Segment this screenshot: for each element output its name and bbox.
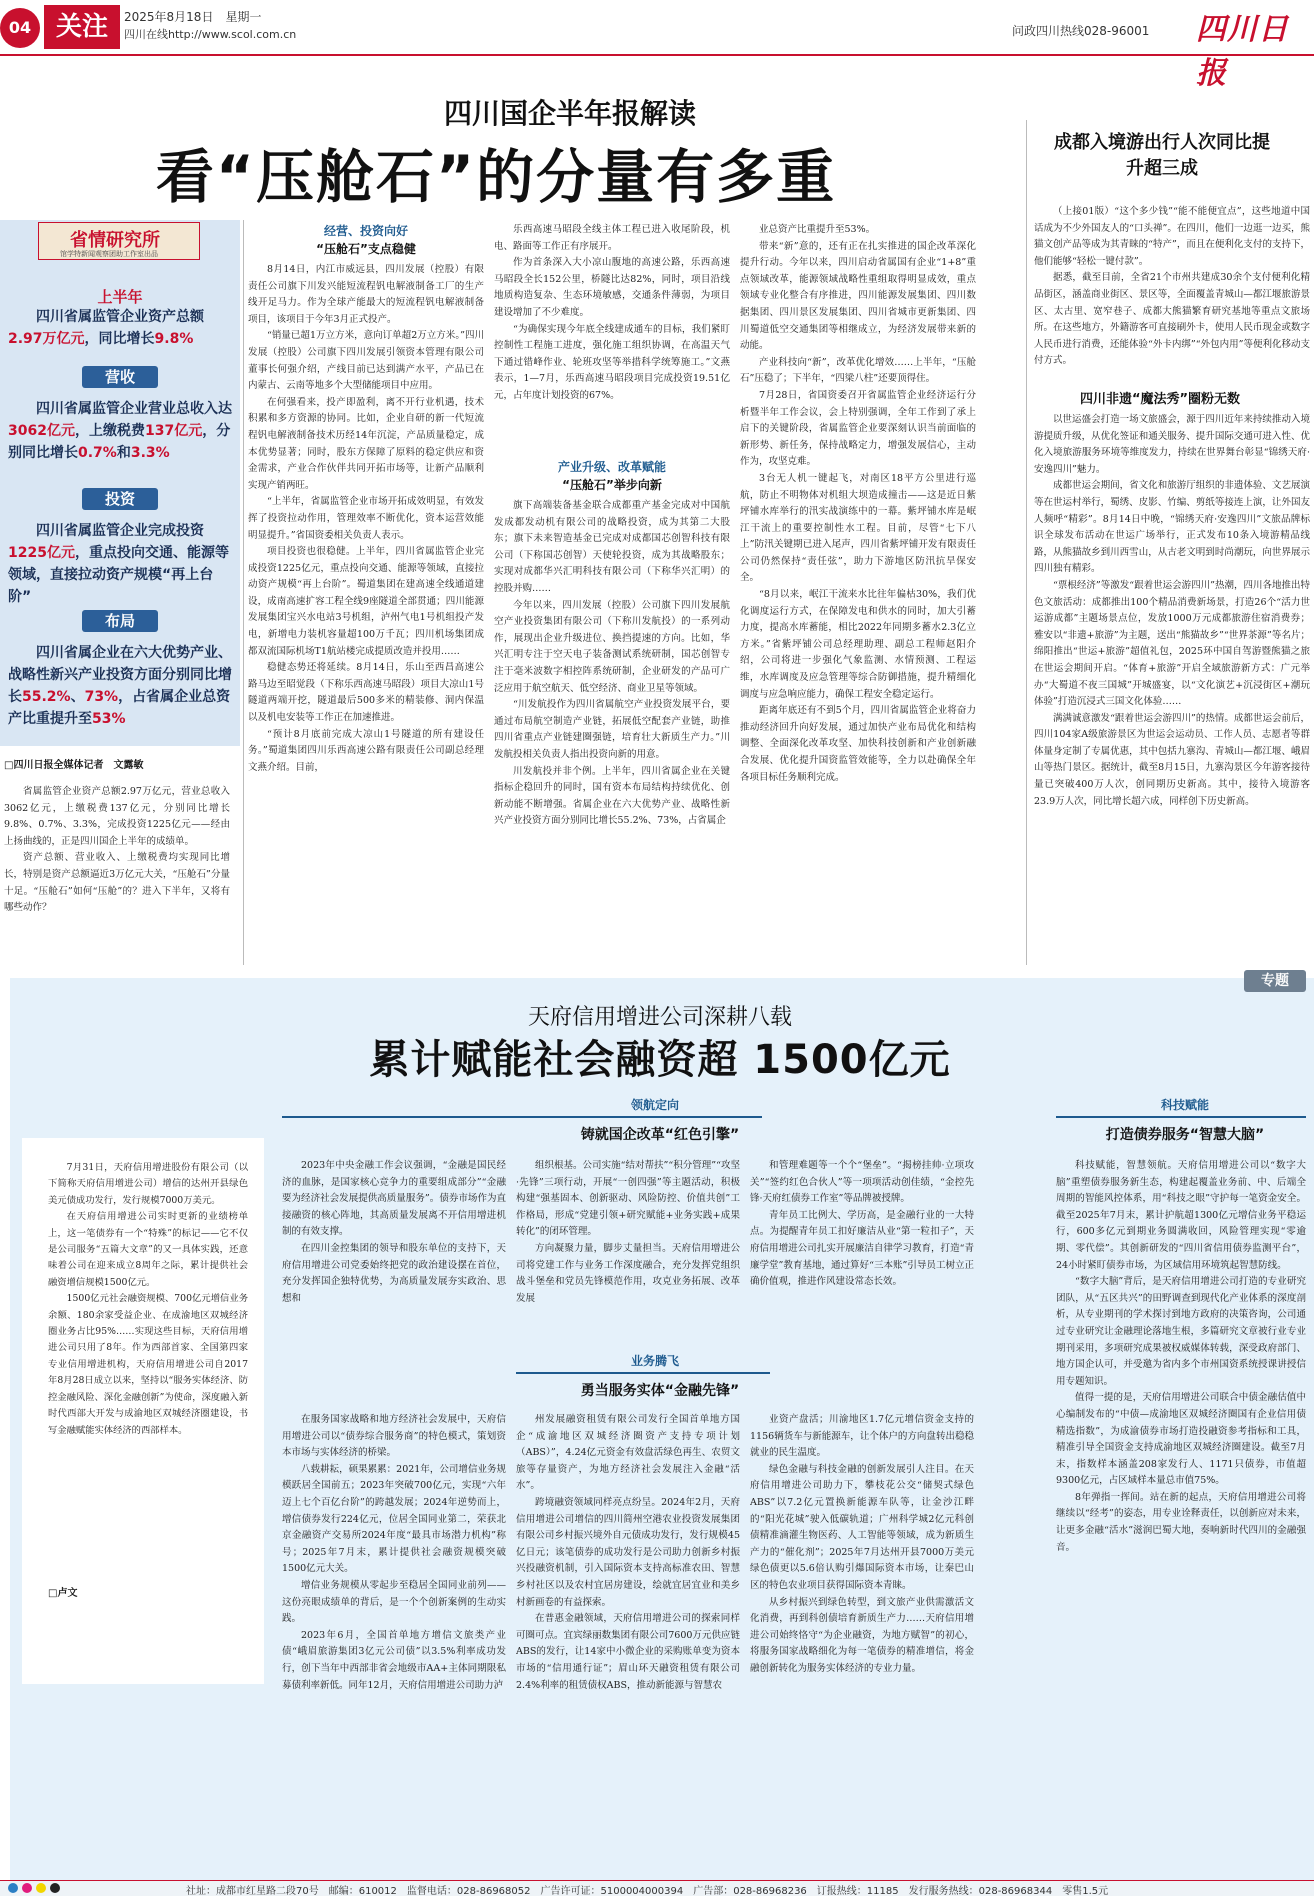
section-lead-title: 铸就国企改革“红色引擎” — [580, 1127, 740, 1143]
color-mark — [50, 1883, 60, 1893]
special-col-b2: 州发展融资租赁有限公司发行全国首单地方国企“成渝地区双城经济圈资产支持专项计划（ABS）”，4.24亿元资金有效盘活绿色再生、农贸文旅等存量资产，为地方经济社会发展注入金融“活水”。 跨境融资领域同样亮点纷呈。2024年2月，天府信用增进公司增信的四川简州空港农业投资发展集团有限公司乡村振兴境外自元债成功发行，发行规模45亿日元；该笔债券的成功发行是公司助力创新乡村振兴投融资机制，引入国际资本支持高标准农田、智慧乡村社区以及农村宜居房建设，绘就宜居宜业和美乡村新画卷的有益探索。 在普惠金融领域，天府信用增进公司的探索同样可圈可点。宜宾绿丽数集团有限公司7600万元供应链ABS的发行，让14家中小微企业的采购账单变为资本市场的“信用通行证”；眉山环天融资租赁有限公司2.4%利率的租赁债权ABS，推动新能源与智慧农 — [516, 1414, 740, 1691]
subhead-business: 经营、投资向好 — [323, 224, 408, 238]
special-col-a1: 2023年中央金融工作会议强调，“金融是国民经济的血脉，是国家核心竞争力的重要组成部分”“金融要为经济社会发展提供高质量服务”。债券市场作为直接融资的核心阵地，其高质量发展离不开信用增进机制的有效支撑。 在四川金控集团的领导和股东单位的支持下，天府信用增进公司党委始终把党的政治建设摆在首位，充分发挥国企独特优势，为高质量发展夯实政治、思想和 — [282, 1160, 506, 1304]
color-mark — [8, 1883, 18, 1893]
section-rule — [1056, 1116, 1306, 1118]
sidebar-year-label: 上半年 — [97, 288, 143, 306]
side-article-body-1: （上接01版）“这个多少钱”“能不能便宜点”，这些地道中国话成为不少外国友人的“口头禅”。在四川，他们一边逛一边买，熊猫文创产品等成为其青睐的“特产”，而且在便利化支付的支持下，他们能够“轻松一键付款”。 据悉，截至目前，全省21个市州共建成30余个支付便利化精品街区，涵盖商业街区、景区等，全面覆盖青城山—都江堰旅游景区、太古里、宽窄巷子、成都大熊猫繁育研究基地等重点文旅场所。在这些地方，外籍游客可直接刷外卡，使用人民币现金或数字人民币进行消费，还能体验“外卡内绑”“外包内用”等便利化移动支付方式。 — [1034, 206, 1310, 367]
side-article-body-2: 以世运盛会打造一场文旅盛会，源于四川近年来持续推动入境游提质升级，从优化签证和通关服务、提升国际交通可进入性、优化入境旅游服务环境等维度发力，持续在世界舞台彰显“锦绣天府·安逸四川”魅力。 成都世运会期间，省文化和旅游厅组织的非遗体验、文艺展演等在世运村举行，蜀绣、皮影、竹编、剪纸等接连上演，让外国友人频呼“精彩”。8月14日中晚，“锦绣天府·安逸四川”文旅品牌标识全球发布活动在世运广场举行，正式发布10条入境游精品线路，从熊猫故乡到川西雪山，从古老文明到时尚潮玩，向世界展示四川独有精彩。 “票根经济”等激发“跟着世运会游四川”热潮，四川各地推出特色文旅活动：成都推出100个精品消费新场景，打造26个“活力世运游成都”主题场景点位，发放1000万元成都旅游住宿消费券；雅安以“非遗+旅游”为主题，送出“熊猫故乡”“世界茶源”等名片；绵阳推出“世运+旅游”超值礼包，2025环中国自驾游暨熊猫之旅在世运会期间开启。“体育+旅游”开启全域旅游新方式：广元举办“大蜀道不夜三国城”开城盛宴，以“文化演艺+沉浸街区+潮玩体验”打造沉浸式三国文化体验…… 满满诚意激发“跟着世运会游四川”的热情。成都世运会前后，四川104家A级旅游景区为世运会运动员、工作人员、志愿者等群体量身定制了专属优惠，其中包括九寨沟、青城山—都江堰、峨眉山等热门景区。据统计，截至8月15日，九寨沟景区今年游客接待量已突破400万人次，创同期历史新高。其中，接待入境游客23.9万人次，同比增长超六成，同样创下历史新高。 — [1034, 414, 1310, 807]
section-lead-label: 领航定向 — [630, 1098, 679, 1112]
column-rule — [243, 220, 244, 965]
subhead-upgrade-main: “压舱石”举步向新 — [562, 478, 662, 492]
color-mark — [36, 1883, 46, 1893]
header-divider — [0, 54, 1314, 56]
section-rule — [516, 1372, 770, 1374]
sidebar-banner-subtitle: 馆学特新闻观察团助工作室出品 — [60, 250, 158, 258]
section-business-label: 业务腾飞 — [630, 1354, 679, 1368]
sidebar-stat-investment: 四川省属监管企业完成投资1225亿元，重点投向交通、能源等领域，直接拉动资产规模“再上台阶” — [8, 523, 229, 605]
special-topic-tag: 专题 — [1244, 970, 1306, 992]
byline: □四川日报全媒体记者 文露敏 — [4, 760, 144, 771]
special-intro: 7月31日，天府信用增进股份有限公司（以下简称天府信用增进公司）增信的达州开县绿色美元债成功发行，发行规模7000万美元。 在天府信用增进公司实时更新的业绩榜单上，这一笔债券有一个“特殊”的标记——它不仅是公司服务“五篇大文章”的又一具体实践，还意味着公司在迎来成立8周年之际，累计提供社会融资增信规模1500亿元。 1500亿元社会融资规模、700亿元增信业务余额、180余家受益企业、在成渝地区双城经济圈业务占比95%……实现这些目标，天府信用增进公司只用了8年。作为西部首家、全国第四家专业信用增进机构，天府信用增进公司自2017年8月28日成立以来，坚持以“服务实体经济、防控金融风险、深化金融创新”为使命，深度融入新时代西部大开发与成渝地区双城经济圈建设，书写金融赋能实体经济的西部样本。 — [48, 1162, 248, 1436]
issue-date: 2025年8月18日 星期一 — [124, 10, 262, 24]
section-rule — [282, 1116, 762, 1118]
special-kicker: 天府信用增进公司深耕八载 — [527, 1005, 792, 1030]
subhead-business-main: “压舱石”支点稳健 — [316, 242, 416, 256]
sidebar-stat-layout: 四川省属企业在六大优势产业、战略性新兴产业投资方面分别同比增长55.2%、73%，占省属企业总资产比重提升至53% — [8, 645, 232, 727]
sidebar-heading-investment: 投资 — [82, 488, 158, 510]
sidebar-heading-revenue: 营收 — [82, 366, 158, 388]
newspaper-logo: 四川日报 — [1196, 12, 1289, 91]
subhead-upgrade: 产业升级、改革赋能 — [557, 460, 666, 474]
sidebar-stat-assets: 四川省属监管企业资产总额2.97万亿元，同比增长9.8% — [8, 309, 204, 347]
article-column-3: 业总资产比重提升至53%。 带来“新”意的，还有正在扎实推进的国企改革深化提升行动。今年以来，四川启动省属国有企业“1+8”重点领域改革，能源领域战略性重组取得明显成效，重点领域专业化整合有序推进，四川能源发展集团、四川数据集团、四川景区发展集团、四川省城市更新集团、四川蜀道低空交通集团等相继成立，为经济发展带来新的动能。 产业科技向“新”，改革优化增效……上半年，“压舱石”压稳了；下半年，“四梁八柱”还要顶得住。 7月28日，省国资委召开省属监管企业经济运行分析暨半年工作会议，会上特别强调，全年工作到了承上启下的关键阶段，省属监管企业要深刻认识当前面临的新形势、新任务，保持战略定力，增强发展信心，主动作为，攻坚克难。 3台无人机一键起飞，对南区18平方公里进行巡航，防止不明物体对机组大坝造成撞击——这是近日紫坪铺水库举行的汛实战演练中的一幕。紫坪铺水库是岷江干流上的重要控制性水工程。目前，尽管“七下八上”防汛关键期已进入尾声，四川省紫坪铺开发有限责任公司仍然保持“责任弦”，助力下游地区防汛抗旱保安全。 “8月以来，岷江干流来水比往年偏枯30%，我们优化调度运行方式，在保障发电和供水的同时，加大引蓄力度，提高水库蓄能，相比2022年同期多蓄水2.3亿立方米。”省紫坪铺公司总经理助理、副总工程师赵阳介绍，公司将进一步强化气象监测、水情预测、工程运维，水库调度及应急管理等综合防御措施，提升精细化调度与应急响应能力，确保工程安全稳定运行。 距离年底还有不到5个月，四川省属监管企业将奋力推动经济回升向好发展，通过加快产业布局优化和结构调整、全面深化改革攻坚、加快科技创新和产业创新融合发展、优化提升国资监管效能等，全力以赴确保全年各项目标任务顺利完成。 — [740, 224, 976, 783]
lead-paragraph: 省属监管企业资产总额2.97万亿元，营业总收入3062亿元，上缴税费137亿元，分别同比增长9.8%、0.7%、3.3%，完成投资1225亿元——经由上扬曲线的，正是四川国企上半年的成绩单。 资产总额、营业收入、上缴税费均实现同比增长，特别是资产总额逼近3万亿元大关，“压舱石”分量十足。“压舱石”如何“压舱”的？进入下半年，又将有哪些动作？ — [4, 786, 230, 914]
column-rule — [1026, 120, 1027, 965]
color-mark — [22, 1883, 32, 1893]
special-col-b1: 在服务国家战略和地方经济社会发展中，天府信用增进公司以“债券综合服务商”的特色模式，策划资本市场与实体经济的桥梁。 八载耕耘，硕果累累：2021年，公司增信业务规模跃居全国前五；2023年突破700亿元，实现“六年迈上七个百亿台阶”的跨越发展；2024年逆势而上，增信债券发行224亿元，位居全国同业第二，荣获北京金融资产交易所2024年度“最具市场潜力机构”称号；2025年7月末，累计提供社会融资规模突破1500亿元大关。 增信业务规模从零起步至稳居全国同业前列——这份亮眼成绩单的背后，是一个个创新案例的生动实践。 2023年6月，全国首单地方增信文旅类产业债“峨眉旅游集团3亿元公司债”以3.5%利率成功发行，创下当年中西部非省会地级市AA+主体同期限私募债利率新低。同年12月，天府信用增进公司助力泸 — [282, 1414, 506, 1691]
article-column-2b: 旗下高端装备基金联合成都重产基金完成对中国航发成都发动机有限公司的战略投资，成为其第二大股东；旗下未来智造基金已完成对成都国芯创智科技有限公司（下称国芯创智）天使轮投资，成为其战略股东；实现对成都华兴汇明科技有限公司（下称华兴汇明）的控股并购…… 今年以来，四川发展（控股）公司旗下四川发展航空产业投资集团有限公司（下称川发航投）的一系列动作，展现出企业升级进位、换挡提速的方向。比如，华兴汇明专注于空天电子装备测试系统研制，国芯创智专注于毫米波数字相控阵系统研制，企业研发的产品可广泛应用于航空航天、低空经济、商业卫星等领域。 “川发航投作为四川省属航空产业投资发展平台，要通过布局航空制造产业链，拓展低空配套产业链，助推四川省重点产业链建圈强链，培育壮大新质生产力。”川发航投相关负责人指出投资向新的用意。 川发航投并非个例。上半年，四川省属企业在关键指标企稳回升的同时，国有资本布局结构持续优化、创新动能不断增强。省属企业在六大优势产业、战略性新兴产业投资方面分别同比增长55.2%、73%，占省属企 — [494, 500, 730, 827]
section-tech-label: 科技赋能 — [1160, 1098, 1209, 1112]
section-business-title: 勇当服务实体“金融先锋” — [580, 1383, 740, 1399]
sidebar-banner-title: 省情研究所 — [70, 230, 160, 251]
special-col-b3: 业资产盘活；川渝地区1.7亿元增信资金支持的1156辆货车与新能源车，让个体户的方向盘转出稳稳就业的民生温度。 绿色金融与科技金融的创新发展引人注目。在天府信用增进公司助力下，攀枝花公交“储契式绿色ABS”以7.2亿元置换新能源车队等，让金沙江畔的“阳光花城”驶入低碳轨道；广州科学城2亿元科创债精准滴灌生物医药、人工智能等领域，成为新质生产力的“催化剂”；2025年7月达州开县7000万美元绿色债更以5.6倍认购引爆国际资本市场，让秦巴山区的特色农业项目获得国际资本青睐。 从乡村振兴到绿色转型，到文旅产业供需激活文化消费，再到科创债培育新质生产力……天府信用增进公司始终恪守“为企业融资，为地方赋智”的初心，将服务国家战略细化为每一笔债券的精准增信，将金融创新转化为服务实体经济的专业力量。 — [750, 1414, 974, 1674]
page-number: 04 — [0, 8, 40, 48]
special-byline: □卢文 — [48, 1588, 78, 1599]
article-column-1: 8月14日，内江市威远县，四川发展（控股）有限责任公司旗下川发兴能短流程钒电解液制备工厂的生产线开足马力。作为全球产能最大的短流程钒电解液制备项目，该项目于今年3月正式投产。 “销量已超1万立方米，意向订单超2万立方米。”四川发展（控股）公司旗下四川发展引领资本管理有限公司董事长何强介绍，产线目前已达到满产水平，产品已在内蒙古、云南等地多个大型储能项目中应用。 在何强看来，投产即盈利，离不开行业机遇，技术积累和多方资源的协同。比如，企业自研的新一代短流程钒电解液制备技术历经14年沉淀，产品质量稳定，成本优势显著；同时，股东方保障了原料的稳定供应和资金需求，产业合作伙伴共同开拓市场等，让新产品顺利实现产销两旺。 “上半年，省属监管企业市场开拓成效明显，有效发挥了投资拉动作用，管理效率不断优化，资本运营效能明显提升。”省国资委相关负责人表示。 项目投资也很稳健。上半年，四川省属监管企业完成投资1225亿元，重点投向交通、能源等领域，直接拉动资产规模“再上台阶”。蜀道集团在建高速全线通道建设，成南高速扩容工程全线9座隧道全部贯通；四川能源发展集团宝兴水电站3号机组，泸州气电1号机组投产发电，新增电力装机容量超100万千瓦；四川机场集团成都双流国际机场T1航站楼完成提质改造并投用…… 稳健态势还将延续。8月14日，乐山至西昌高速公路马边至昭觉段（下称乐西高速马昭段）项目大凉山1号隧道两端开挖，隧道最后500多米的精装修、洞内保温以及机电安装等工作正在加速推进。 “预计8月底前完成大凉山1号隧道的所有建设任务。”蜀道集团四川乐西高速公路有限责任公司副总经理文燕介绍。目前， — [248, 264, 484, 773]
special-col-a3: 和管理难题等一个个“堡垒”。“揭榜挂帅·立项攻关”“签约红色合伙人”等一项项活动创佳绩，“金控先锋·天府红债券工作室”等品牌被授牌。 青年员工比例大、学历高，是金融行业的一大特点。为提醒青年员工扣好廉洁从业“第一粒扣子”，天府信用增进公司扎实开展廉洁自律学习教育，打造“青廉学堂”教育基地，通过算好“三本账”引导员工树立正确价值观，推进作风建设常态长效。 — [750, 1160, 974, 1288]
sidebar-stat-revenue: 四川省属监管企业营业总收入达3062亿元，上缴税费137亿元，分别同比增长0.7%和3.3% — [8, 401, 232, 461]
footer-imprint: 社址：成都市红星路二段70号 邮编：610012 监督电话：028-86968052 广告许可证：5100004000394 广告部：028-86968236 订报热线：11185 发行服务热线：028-86968344 零售1.5元 — [186, 1886, 1109, 1897]
article-column-2a: 乐西高速马昭段全线主体工程已进入收尾阶段，机电、路面等工作正有序展开。 作为首条深入大小凉山腹地的高速公路，乐西高速马昭段全长152公里，桥隧比达82%，同时，项目沿线地质构造复杂、生态环境敏感，交通条件薄弱，为项目建设增加了不少难度。 “为确保实现今年底全线建成通车的目标，我们紧盯控制性工程施工进度，强化施工组织协调，在高温天气下通过错峰作业、轮班攻坚等举措科学统筹施工。”文燕表示，1—7月，乐西高速马昭段项目完成投资19.51亿元，占年度计划投资的67%。 — [494, 224, 730, 401]
website-link[interactable]: 四川在线http://www.scol.com.cn — [124, 28, 297, 41]
side-article-title: 成都入境游出行人次同比提升超三成 — [1054, 132, 1270, 179]
special-col-c1: 科技赋能，智慧领航。天府信用增进公司以“数字大脑”重塑债券服务新生态，构建起覆盖业务前、中、后端全周期的智能风控体系，用“科技之眼”守护每一笔资金安全。截至2025年7月末，累计护航超1300亿元增信业务平稳运行，600多亿元到期业务圆满收回，风险管理实现“零逾期、零代偿”。其创新研发的“四川省信用债券监测平台”，24小时紧盯债券市场，为区域信用环境筑起智慧防线。 “数字大脑”背后，是天府信用增进公司打造的专业研究团队，从“五区共兴”的田野调查到现代化产业体系的深度剖析，从专业期刊的学术探讨到地方政府的决策咨询，公司通过专业研究让金融理论落地生根，多篇研究文章被行业专业期刊采用，多项研究成果被权威媒体转载，深受政府部门、地方国企认可，并受邀为省内多个市州国资系统授课讲授信用专题知识。 值得一提的是，天府信用增进公司联合中债金融估值中心编制发布的“中债—成渝地区双城经济圈国有企业信用债精选指数”，为成渝债券市场打造投融资参考指标和工具，精准引导全国资金支持成渝地区双城经济圈建设。截至7月末，指数样本涵盖208家发行人、1171只债券，市值超9300亿元，占区域样本量总市值75%。 8年弹指一挥间。站在新的起点，天府信用增进公司将继续以“经考”的姿态，用专业诠释责任，以创新应对未来，让更多金融“活水”滋润巴蜀大地，奏响新时代四川的金融强音。 — [1056, 1160, 1306, 1553]
special-headline: 累计赋能社会融资超 1500亿元 — [369, 1037, 951, 1083]
side-article-subhead: 四川非遗“魔法秀”圈粉无数 — [1079, 392, 1241, 407]
special-col-a2: 组织根基。公司实施“结对帮扶”“积分管理”“攻坚·先锋”三项行动，开展“一创四强”等主题活动，积极构建“强基固本、创新驱动、风险防控、价值共创”工作格局，形成“党建引领+研究赋能+业务实践+成果转化”的闭环管理。 方向凝聚力量，脚步丈量担当。天府信用增进公司将党建工作与业务工作深度融合，充分发挥党组织战斗堡垒和党员先锋模范作用，攻克业务拓展、改革发展 — [516, 1160, 740, 1304]
article-kicker: 四川国企半年报解读 — [443, 97, 696, 130]
hotline: 问政四川热线028-96001 — [1012, 24, 1150, 38]
sidebar-heading-layout: 布局 — [82, 610, 158, 632]
section-label: 关注 — [44, 5, 120, 49]
article-headline: 看“压舱石”的分量有多重 — [155, 143, 837, 211]
section-tech-title: 打造债券服务“智慧大脑” — [1105, 1127, 1265, 1143]
